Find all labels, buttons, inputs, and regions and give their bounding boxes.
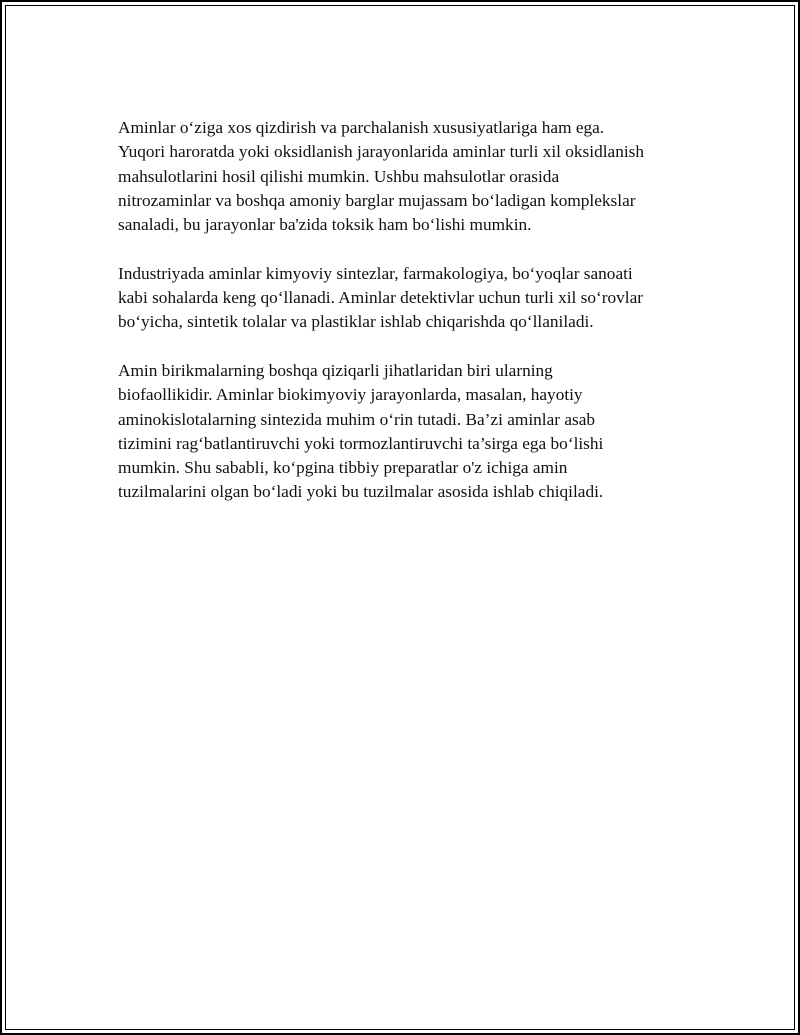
paragraph-2: Industriyada aminlar kimyoviy sintezlar, farmakologiya, bo‘yoqlar sanoati kabi sohalarda keng qo‘llanadi. Aminlar detektivlar uchun turli xil so‘rovlar bo‘yicha, sintetik tolalar va plastiklar ishlab chiqarishda qo‘llaniladi. <box>118 263 644 332</box>
document-body <box>118 116 698 529</box>
paragraph-1: Aminlar o‘ziga xos qizdirish va parchalanish xususiyatlariga ham ega. Yuqori haroratda yoki oksidlanish jarayonlarida aminlar turli xil oksidlanish mahsulotlarini hosil qilishi mumkin. Ushbu mahsulotlar orasida nitrozaminlar va boshqa amoniy barglar mujassam bo‘ladigan komplekslar sanaladi, bu jarayonlar ba'zida toksik ham bo‘lishi mumkin. <box>118 118 645 235</box>
paragraph-3: Amin birikmalarning boshqa qiziqarli jihatlaridan biri ularning biofaollikidir. Aminlar biokimyoviy jarayonlarda, masalan, hayotiy aminokislotalarning sintezida muhim o‘rin tutadi. Ba’zi aminlar asab tizimini rag‘batlantiruvchi yoki tormozlantiruvchi ta’sirga ega bo‘lishi mumkin. Shu sababli, ko‘pgina tibbiy preparatlar o'z ichiga amin tuzilmalarini olgan bo‘ladi yoki bu tuzilmalar asosida ishlab chiqiladi. <box>118 360 604 502</box>
